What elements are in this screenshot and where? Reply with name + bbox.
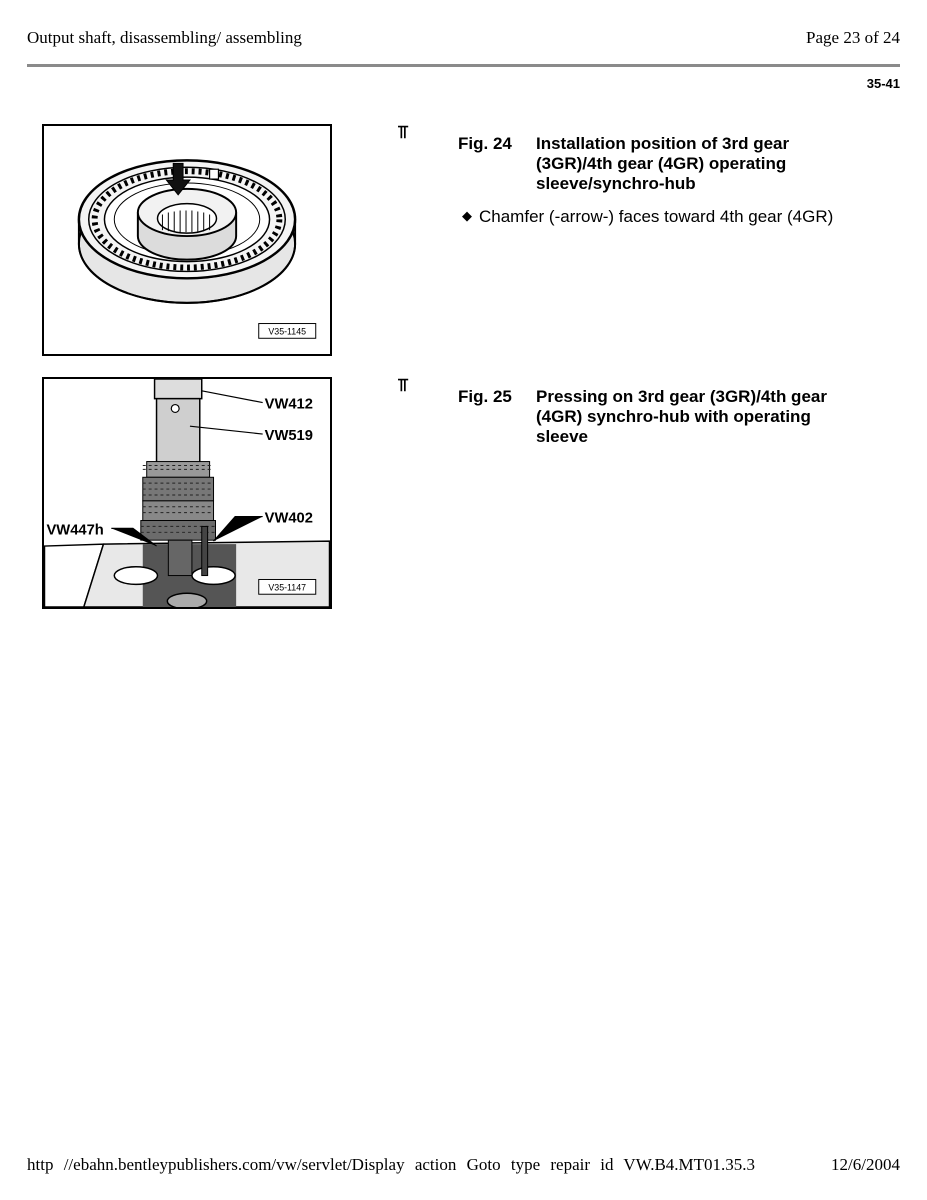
page-indicator: Page 23 of 24	[806, 28, 900, 47]
bullet-text: Chamfer (-arrow-) faces toward 4th gear (4GR)	[479, 207, 834, 226]
footer-url: http //ebahn.bentleypublishers.com/vw/servlet/Display action Goto type repair id VW.B4.MT01.35.3	[27, 1155, 756, 1174]
header-divider	[27, 64, 900, 67]
figure-24-illustration	[42, 124, 332, 356]
press-setup-drawing	[44, 379, 330, 607]
footer-date: 12/6/2004	[831, 1155, 900, 1174]
figure-25-illustration	[42, 377, 332, 609]
figure-25-label: Fig. 25	[458, 387, 512, 406]
document-title: Output shaft, disassembling/ assembling	[27, 28, 302, 47]
tool-label-vw402: VW402	[264, 510, 313, 527]
pointer-arrow-icon: ⫪	[398, 122, 409, 143]
figure-24-caption: Installation position of 3rd gear (3GR)/4th gear (4GR) operating sleeve/synchro-hub	[536, 134, 790, 193]
pointer-arrow-icon: ⫪	[398, 375, 409, 396]
section-number: 35-41	[866, 76, 900, 91]
figure-24-code: V35-1145	[268, 326, 307, 337]
figure-24-bullet	[462, 207, 833, 227]
tool-label-vw412: VW412	[264, 396, 313, 413]
synchro-hub-drawing	[44, 126, 330, 354]
tool-label-vw447h: VW447h	[46, 522, 104, 539]
diamond-bullet-icon: ◆	[462, 209, 472, 224]
figure-25-caption: Pressing on 3rd gear (3GR)/4th gear (4GR) synchro-hub with operating sleeve	[536, 387, 827, 446]
tool-label-vw519: VW519	[264, 427, 313, 444]
figure-24-label: Fig. 24	[458, 134, 512, 153]
figure-25-code: V35-1147	[268, 582, 307, 593]
